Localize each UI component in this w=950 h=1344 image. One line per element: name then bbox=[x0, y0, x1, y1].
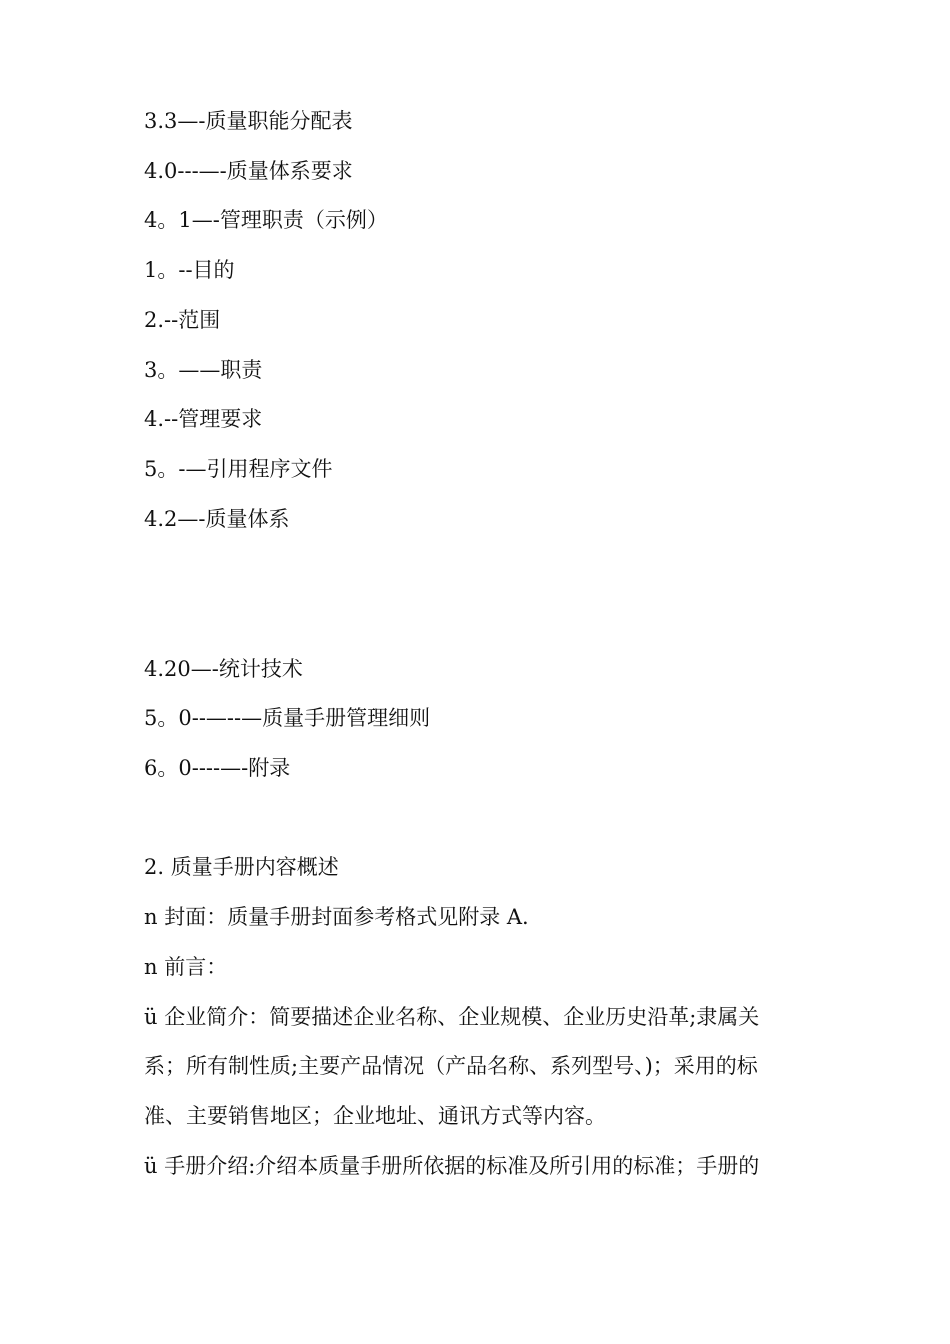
list-item-company-intro-cont-2: 准、主要销售地区；企业地址、通讯方式等内容。 bbox=[144, 1104, 606, 1128]
list-item-company-intro-cont-1: 系；所有制性质;主要产品情况（产品名称、系列型号、)；采用的标 bbox=[144, 1054, 758, 1078]
toc-line-4-2: 4.2—-质量体系 bbox=[144, 507, 290, 531]
toc-line-4-0: 4.0---—-质量体系要求 bbox=[144, 159, 353, 183]
list-item-preface: n 前言： bbox=[144, 955, 228, 979]
toc-line-5: 5。-—引用程序文件 bbox=[144, 457, 333, 481]
toc-line-4-20: 4.20—-统计技术 bbox=[144, 657, 303, 681]
toc-line-5-0: 5。0--—--—质量手册管理细则 bbox=[144, 706, 431, 730]
list-item-cover: n 封面：质量手册封面参考格式见附录 A. bbox=[144, 905, 529, 929]
toc-line-1: 1。--目的 bbox=[144, 258, 235, 282]
toc-line-6-0: 6。0----—-附录 bbox=[144, 756, 291, 780]
toc-line-3-3: 3.3—-质量职能分配表 bbox=[144, 109, 353, 133]
toc-line-3: 3。——职责 bbox=[144, 358, 263, 382]
list-item-company-intro: ü 企业简介：简要描述企业名称、企业规模、企业历史沿革;隶属关 bbox=[144, 1005, 760, 1029]
toc-line-4-1: 4。1—-管理职责（示例） bbox=[144, 208, 388, 232]
section-heading: 2. 质量手册内容概述 bbox=[144, 855, 339, 879]
list-item-manual-intro: ü 手册介绍:介绍本质量手册所依据的标准及所引用的标准；手册的 bbox=[144, 1154, 760, 1178]
toc-line-2: 2.--范围 bbox=[144, 308, 221, 332]
toc-line-4: 4.--管理要求 bbox=[144, 407, 263, 431]
